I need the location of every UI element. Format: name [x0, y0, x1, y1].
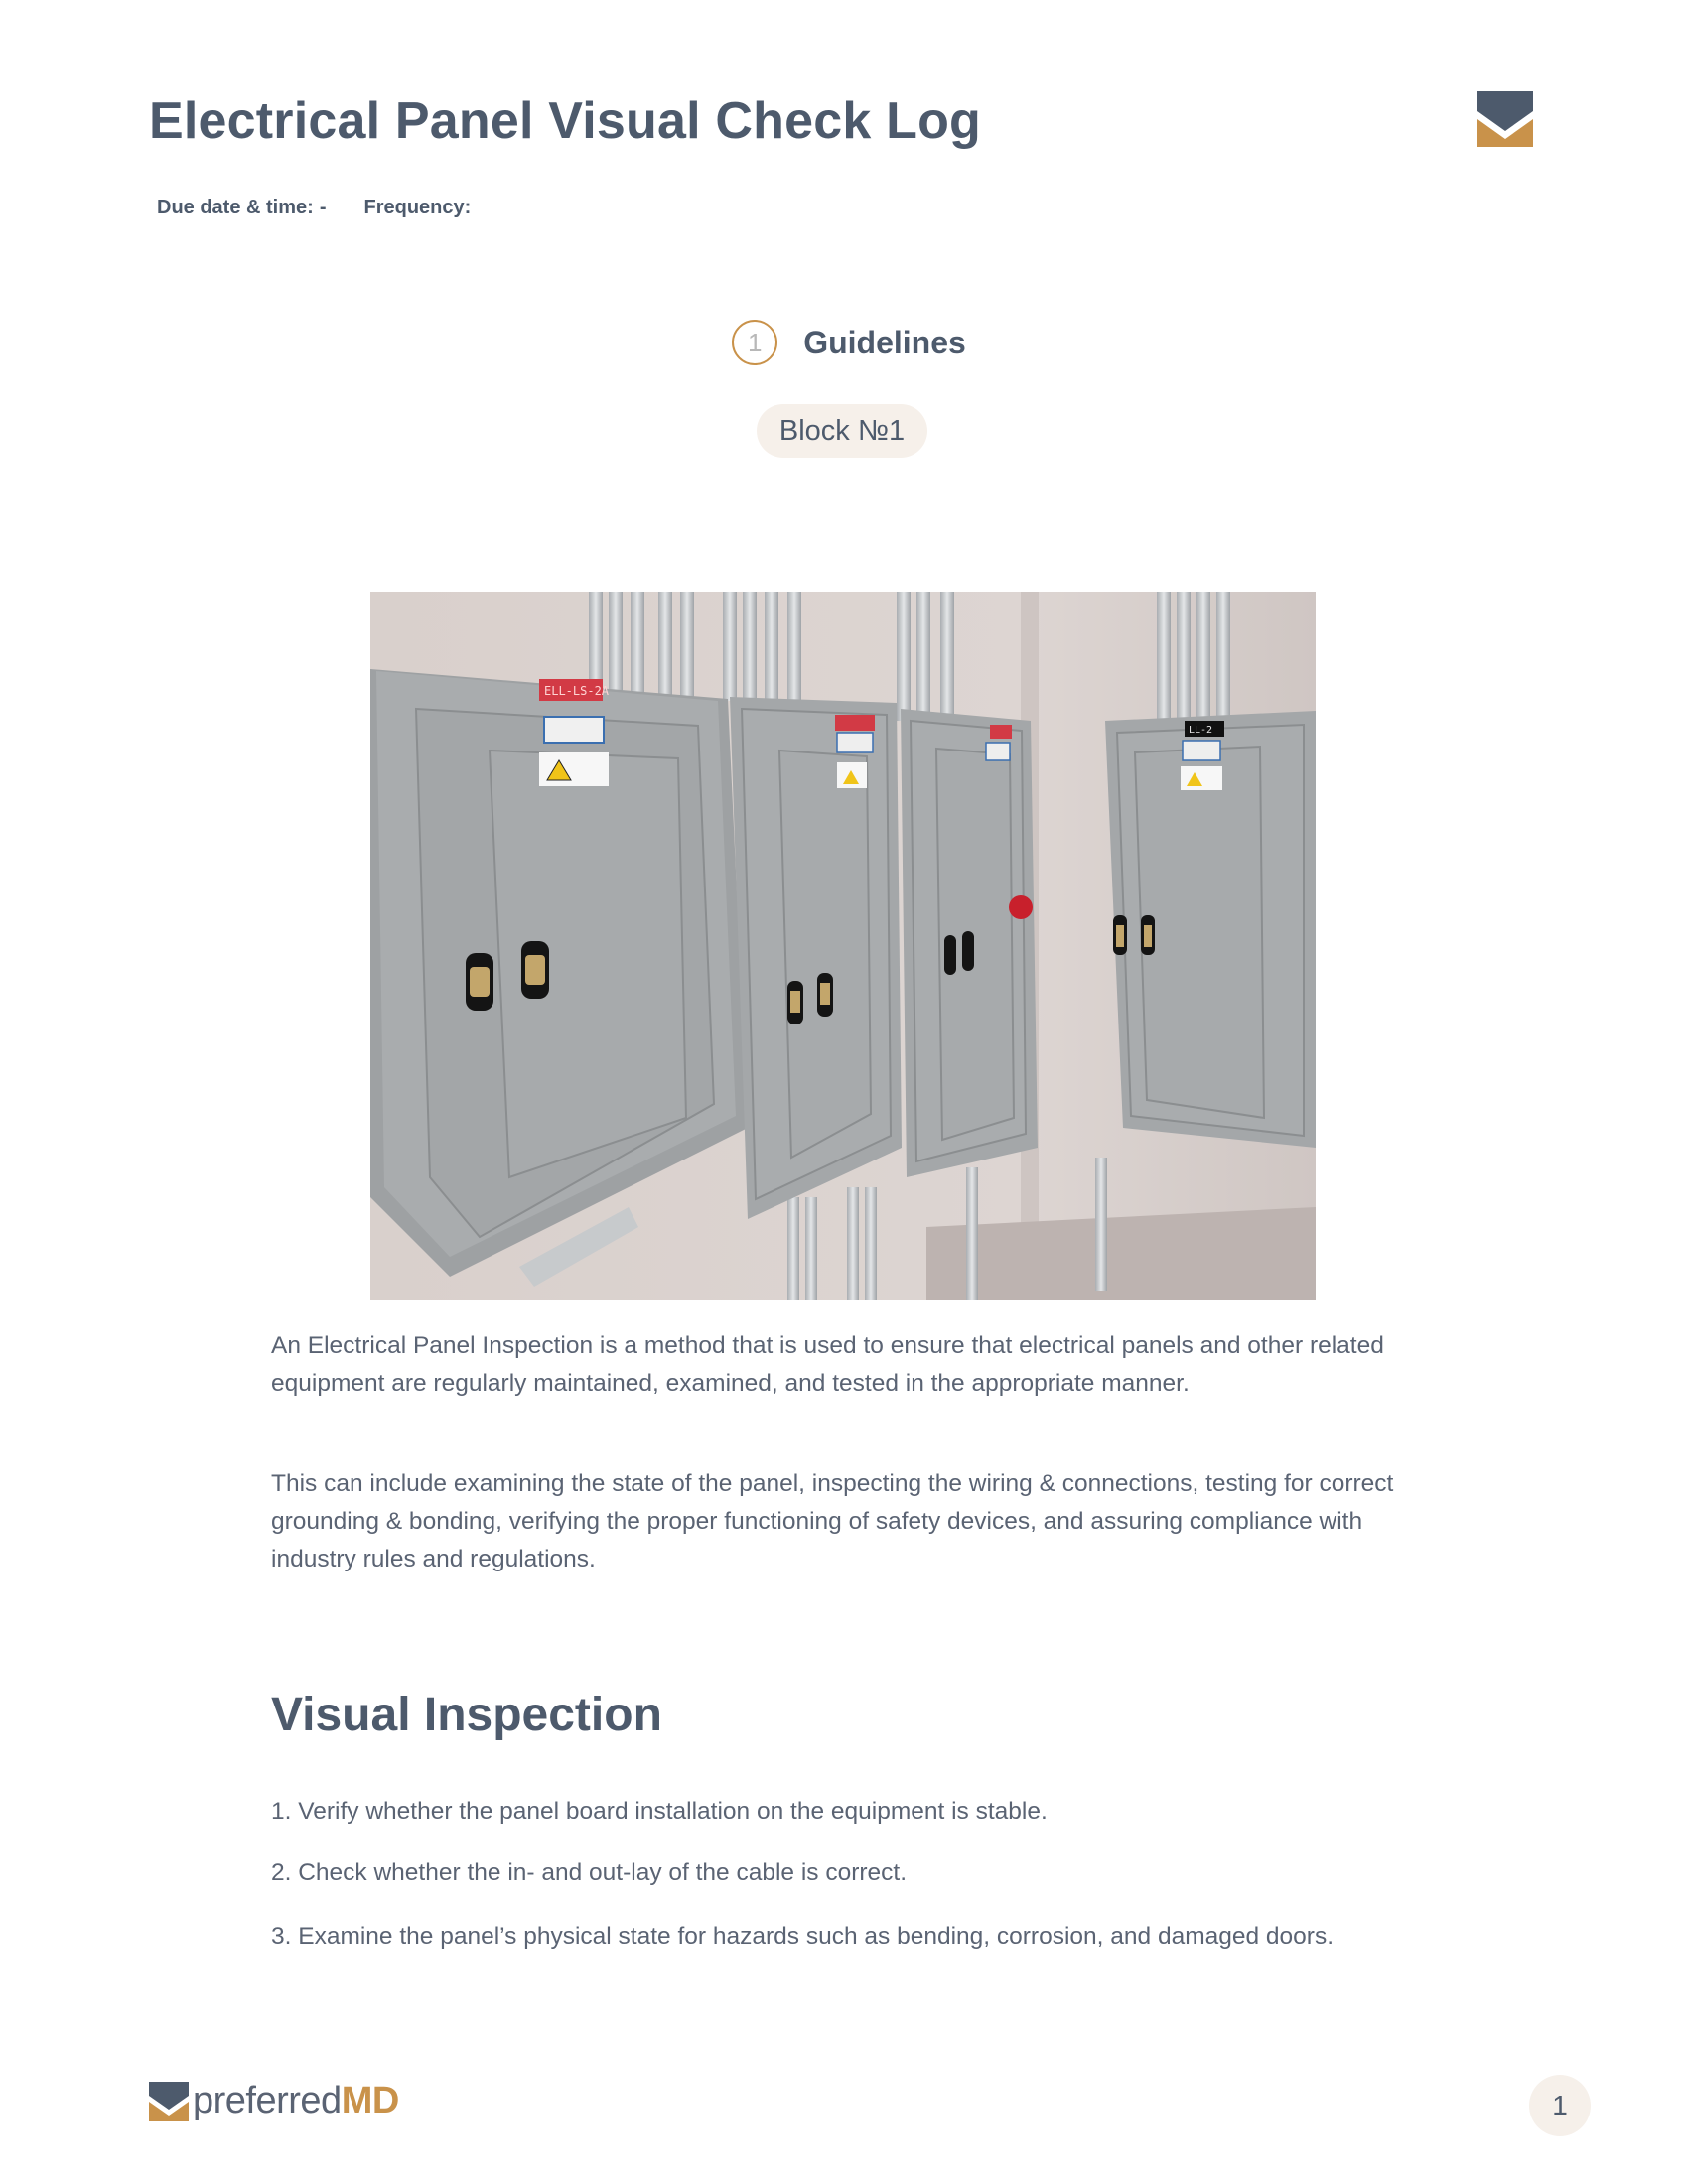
- brand-name-part2: MD: [341, 2080, 399, 2121]
- list-item: 3. Examine the panel’s physical state for hazards such as bending, corrosion, and damaged doors.: [271, 1923, 1335, 1950]
- section-title: Guidelines: [803, 324, 966, 360]
- section-header: [0, 320, 1688, 365]
- meta-row: [157, 197, 471, 219]
- section-number: 1: [732, 320, 777, 365]
- panel-label-4: LL-2: [1189, 725, 1213, 736]
- list-item: 1. Verify whether the panel board installation on the equipment is stable.: [271, 1798, 1048, 1825]
- panel-label-1: ELL-LS-2A: [544, 684, 610, 698]
- electrical-panels-photo: [370, 592, 1316, 1300]
- block-badge: Block №1: [757, 404, 927, 458]
- checkmark-logo-icon: [149, 2082, 189, 2121]
- checkmark-logo-icon: [1477, 91, 1533, 147]
- page-number: 1: [1529, 2075, 1591, 2136]
- footer-logo: [149, 2080, 399, 2122]
- brand-name: [193, 2080, 399, 2122]
- list-item: 2. Check whether the in- and out-lay of the cable is correct.: [271, 1859, 908, 1886]
- details-paragraph: This can include examining the state of the panel, inspecting the wiring & connections, testing for correct grounding & bonding, verifying the proper functioning of safety devices, and assuring compliance with industry rules and regulations.: [271, 1470, 1394, 1572]
- due-date-label: Due date & time:: [157, 197, 314, 218]
- page-title: Electrical Panel Visual Check Log: [149, 92, 981, 150]
- frequency-label: Frequency:: [363, 197, 472, 218]
- brand-name-part1: preferred: [193, 2080, 342, 2121]
- visual-inspection-heading: Visual Inspection: [271, 1689, 662, 1741]
- due-date-value: -: [319, 197, 327, 218]
- intro-paragraph: An Electrical Panel Inspection is a method that is used to ensure that electrical panels and other related equipment are regularly maintained, examined, and tested in the appropriate manner.: [271, 1332, 1384, 1397]
